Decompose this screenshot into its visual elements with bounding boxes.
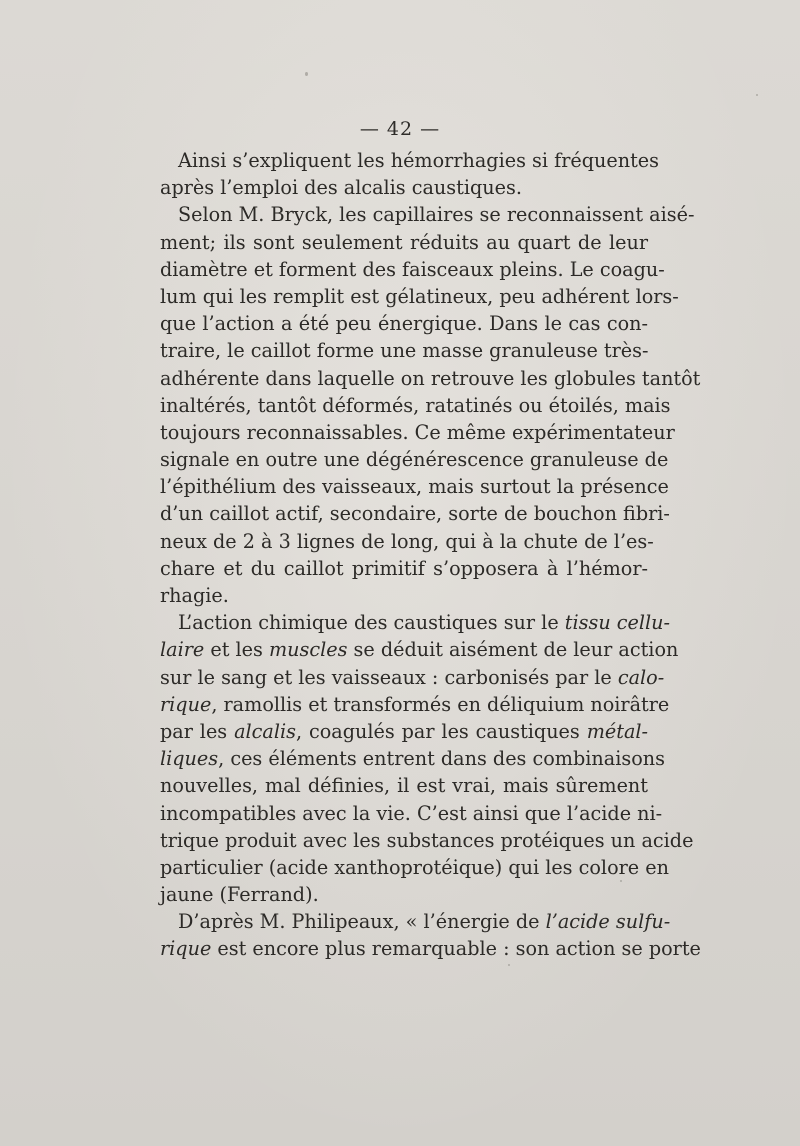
paper-speck	[620, 880, 622, 882]
text-line	[160, 664, 665, 691]
page-number: — 42 —	[359, 118, 441, 140]
text-line: diamètre et forment des faisceaux pleins. Le coagu-	[160, 257, 665, 281]
text-line: jaune (Ferrand).	[160, 883, 319, 907]
text-line: Ainsi s’expliquent les hémorrhagies si fréquentes	[178, 149, 660, 172]
text-line	[160, 691, 670, 718]
body-text	[160, 147, 701, 963]
text-line: particulier (acide xanthoprotéique) qui les colore en	[160, 855, 669, 879]
text-line: chare et du caillot primitif s’opposera à l’hémor-	[160, 556, 648, 580]
italic-term: rique	[160, 937, 212, 961]
italic-term: tissu cellu-	[564, 611, 670, 635]
italic-term: métal-	[586, 719, 649, 743]
text-line: lum qui les remplit est gélatineux, peu adhérent lors-	[160, 284, 679, 308]
italic-term: rique	[160, 692, 212, 716]
text-segment: , coagulés par les caustiques	[295, 719, 587, 743]
text-segment: , ces éléments entrent dans des combinaisons	[218, 747, 665, 771]
text-line: toujours reconnaissables. Ce même expérimentateur	[160, 420, 675, 444]
text-line	[160, 745, 665, 772]
text-line: adhérente dans laquelle on retrouve les globules tantôt	[160, 366, 701, 390]
text-line: après l’emploi des alcalis caustiques.	[160, 176, 522, 200]
text-line: incompatibles avec la vie. C’est ainsi que l’acide ni-	[160, 801, 663, 825]
text-segment: sur le sang et les vaisseaux : carbonisés par le	[160, 665, 618, 689]
text-segment: D’après M. Philipeaux, « l’énergie de	[178, 910, 546, 934]
paper-speck	[756, 94, 758, 96]
text-line: ment; ils sont seulement réduits au quart de leur	[160, 230, 648, 254]
text-segment: , ramollis et transformés en déliquium noirâtre	[211, 692, 670, 716]
text-line	[160, 609, 670, 636]
text-segment: par les	[160, 719, 235, 743]
italic-term: liques	[160, 747, 219, 771]
text-line: trique produit avec les substances protéiques un acide	[160, 828, 694, 852]
text-line: inaltérés, tantôt déformés, ratatinés ou étoilés, mais	[160, 393, 671, 417]
text-line: traire, le caillot forme une masse granuleuse très-	[160, 339, 649, 363]
text-line: l’épithélium des vaisseaux, mais surtout la présence	[160, 475, 669, 499]
italic-term: alcalis	[234, 719, 296, 743]
text-line	[160, 908, 671, 935]
text-segment: se déduit aisément de leur action	[347, 638, 679, 662]
paper-speck	[305, 72, 308, 76]
paper-speck	[508, 964, 510, 966]
text-line: rhagie.	[160, 584, 229, 607]
text-line	[160, 935, 701, 962]
text-line	[160, 636, 679, 663]
text-line: neux de 2 à 3 lignes de long, qui à la chute de l’es-	[160, 529, 654, 553]
text-segment: est encore plus remarquable : son action se porte	[211, 937, 701, 961]
text-line: Selon M. Bryck, les capillaires se reconnaissent aisé-	[178, 203, 695, 227]
text-line: signale en outre une dégénérescence granuleuse de	[160, 448, 669, 472]
italic-term: laire	[160, 638, 205, 662]
text-line: que l’action a été peu énergique. Dans le cas con-	[160, 312, 648, 336]
italic-term: l’acide sulfu-	[545, 910, 671, 934]
text-segment: et les	[204, 638, 269, 662]
italic-term: calo-	[617, 665, 665, 689]
text-line: nouvelles, mal définies, il est vrai, mais sûrement	[160, 774, 648, 798]
italic-term: muscles	[268, 638, 348, 662]
text-line	[160, 718, 648, 745]
text-segment: L’action chimique des caustiques sur le	[178, 611, 565, 635]
text-line: d’un caillot actif, secondaire, sorte de bouchon fibri-	[160, 502, 670, 526]
